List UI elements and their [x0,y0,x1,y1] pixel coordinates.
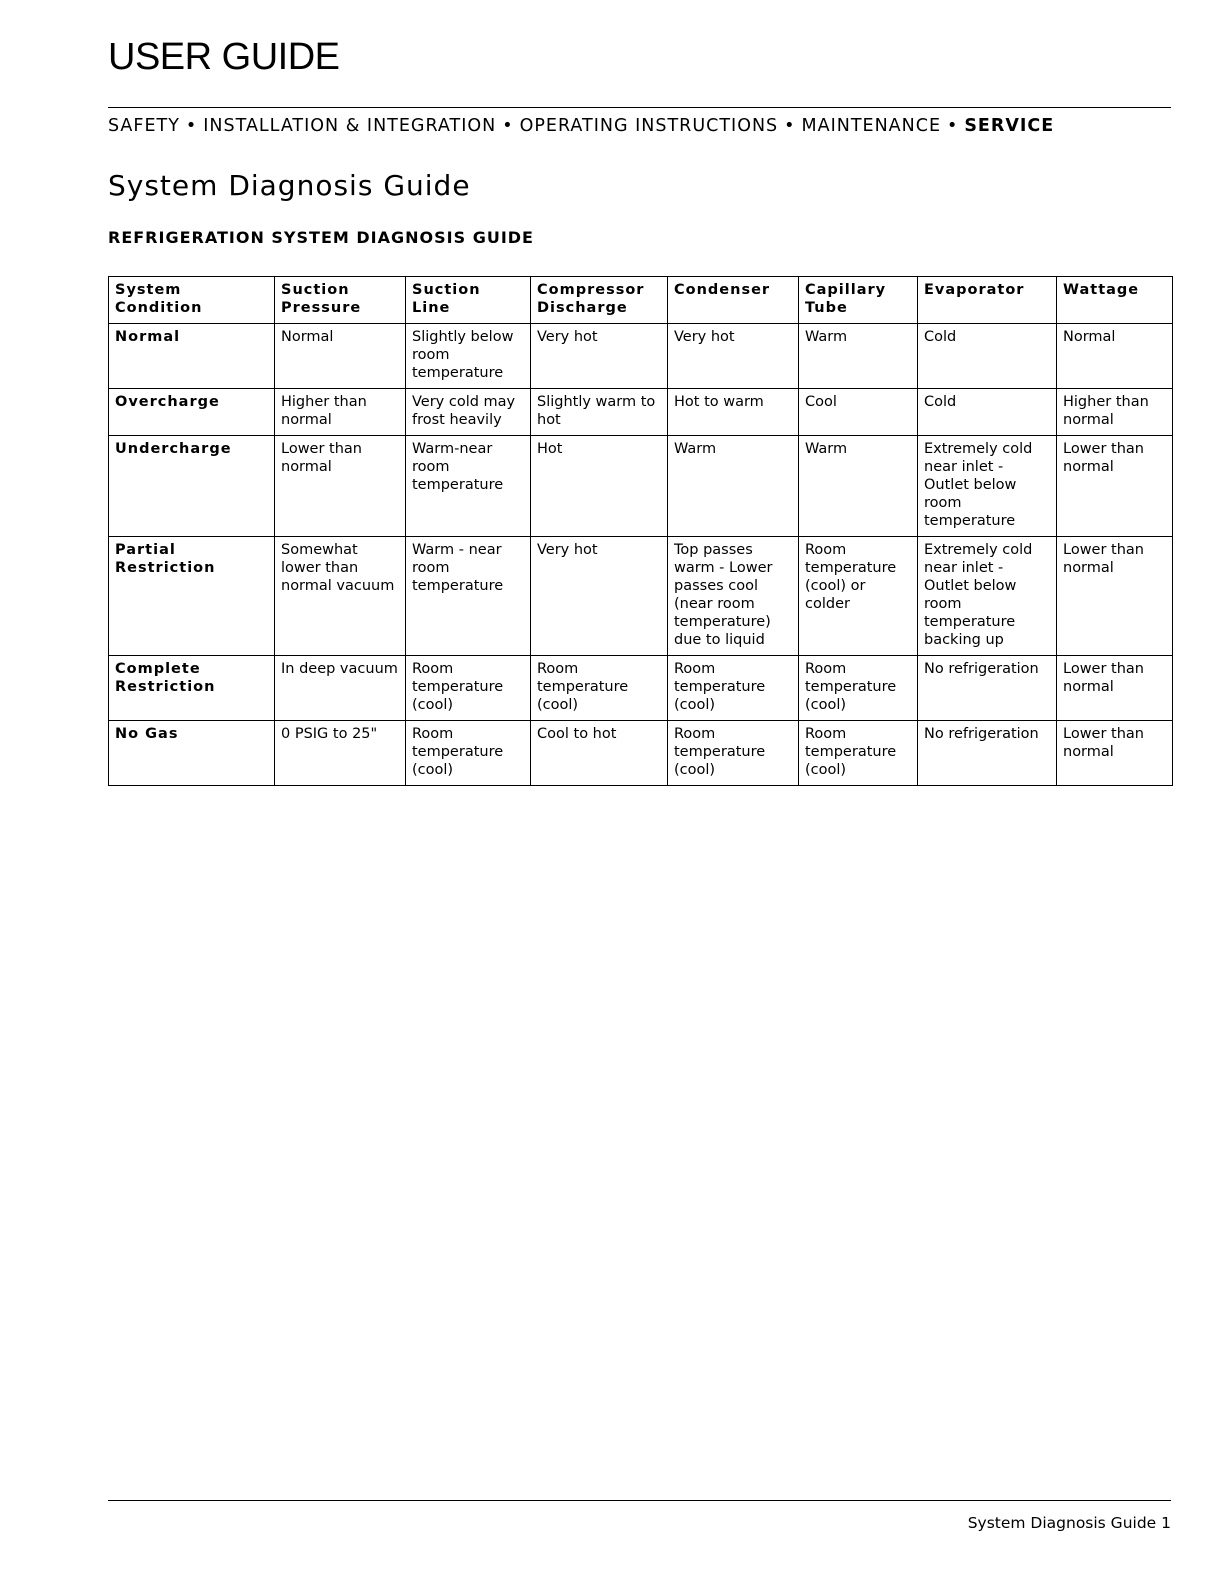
diagnosis-table [108,276,1173,786]
system-condition-cell: Normal [109,324,275,389]
breadcrumb-item: SAFETY [108,116,180,136]
table-row [109,656,1173,721]
system-condition-cell: Overcharge [109,389,275,436]
table-cell: Top passes warm - Lower passes cool (near room temperature) due to liquid [668,537,799,656]
header-divider [108,107,1171,108]
table-cell: Room temperature (cool) [668,656,799,721]
table-cell: Normal [275,324,406,389]
breadcrumb-separator: • [185,116,198,136]
system-condition-cell: Complete Restriction [109,656,275,721]
table-cell: Lower than normal [1057,436,1173,537]
table-cell: Cold [918,389,1057,436]
column-header: Evaporator [918,277,1057,324]
table-cell: Lower than normal [1057,721,1173,786]
table-cell: Normal [1057,324,1173,389]
table-cell: 0 PSIG to 25" [275,721,406,786]
table-cell: In deep vacuum [275,656,406,721]
table-cell: No refrigeration [918,656,1057,721]
table-cell: Warm-near room temperature [406,436,531,537]
table-cell: Room temperature (cool) [799,656,918,721]
column-header: Capillary Tube [799,277,918,324]
table-cell: Room temperature (cool) [406,656,531,721]
column-header: System Condition [109,277,275,324]
table-cell: Hot [531,436,668,537]
table-cell: Higher than normal [275,389,406,436]
table-cell: Extremely cold near inlet - Outlet below room temperature [918,436,1057,537]
column-header: Condenser [668,277,799,324]
table-body [109,324,1173,786]
table-cell: Very hot [531,537,668,656]
table-cell: Hot to warm [668,389,799,436]
table-header-row [109,277,1173,324]
column-header: Wattage [1057,277,1173,324]
table-cell: Room temperature (cool) [668,721,799,786]
table-cell: Slightly warm to hot [531,389,668,436]
table-cell: Lower than normal [275,436,406,537]
system-condition-cell: Partial Restriction [109,537,275,656]
page-footer: System Diagnosis Guide 1 [967,1514,1171,1532]
breadcrumb-separator: • [502,116,514,136]
table-cell: Room temperature (cool) [531,656,668,721]
section-breadcrumb [108,116,1171,136]
footer-divider [108,1500,1171,1501]
breadcrumb-item: MAINTENANCE [801,116,941,136]
table-row [109,436,1173,537]
table-cell: Warm [668,436,799,537]
table-cell: Room temperature (cool) [406,721,531,786]
breadcrumb-item: INSTALLATION & INTEGRATION [203,116,497,136]
column-header: Suction Pressure [275,277,406,324]
table-cell: Lower than normal [1057,656,1173,721]
column-header: Suction Line [406,277,531,324]
table-cell: Lower than normal [1057,537,1173,656]
table-cell: Room temperature (cool) [799,721,918,786]
table-cell: Higher than normal [1057,389,1173,436]
table-cell: No refrigeration [918,721,1057,786]
table-row [109,537,1173,656]
table-cell: Very hot [531,324,668,389]
breadcrumb-separator: • [784,116,796,136]
table-cell: Warm - near room temperature [406,537,531,656]
system-condition-cell: No Gas [109,721,275,786]
table-cell: Cold [918,324,1057,389]
table-row [109,389,1173,436]
table-cell: Warm [799,436,918,537]
breadcrumb-item: SERVICE [964,116,1055,136]
table-cell: Very cold may frost heavily [406,389,531,436]
document-title: USER GUIDE [108,36,340,78]
table-cell: Cool to hot [531,721,668,786]
table-cell: Warm [799,324,918,389]
breadcrumb-item: OPERATING INSTRUCTIONS [519,116,779,136]
subsection-title: REFRIGERATION SYSTEM DIAGNOSIS GUIDE [108,228,534,247]
system-condition-cell: Undercharge [109,436,275,537]
table-row [109,324,1173,389]
table-cell: Slightly below room temperature [406,324,531,389]
table-cell: Room temperature (cool) or colder [799,537,918,656]
breadcrumb-separator: • [947,116,959,136]
table-cell: Extremely cold near inlet - Outlet below room temperature backing up [918,537,1057,656]
table-row [109,721,1173,786]
table-cell: Very hot [668,324,799,389]
table-cell: Cool [799,389,918,436]
table-cell: Somewhat lower than normal vacuum [275,537,406,656]
column-header: Compressor Discharge [531,277,668,324]
section-title: System Diagnosis Guide [108,169,471,202]
